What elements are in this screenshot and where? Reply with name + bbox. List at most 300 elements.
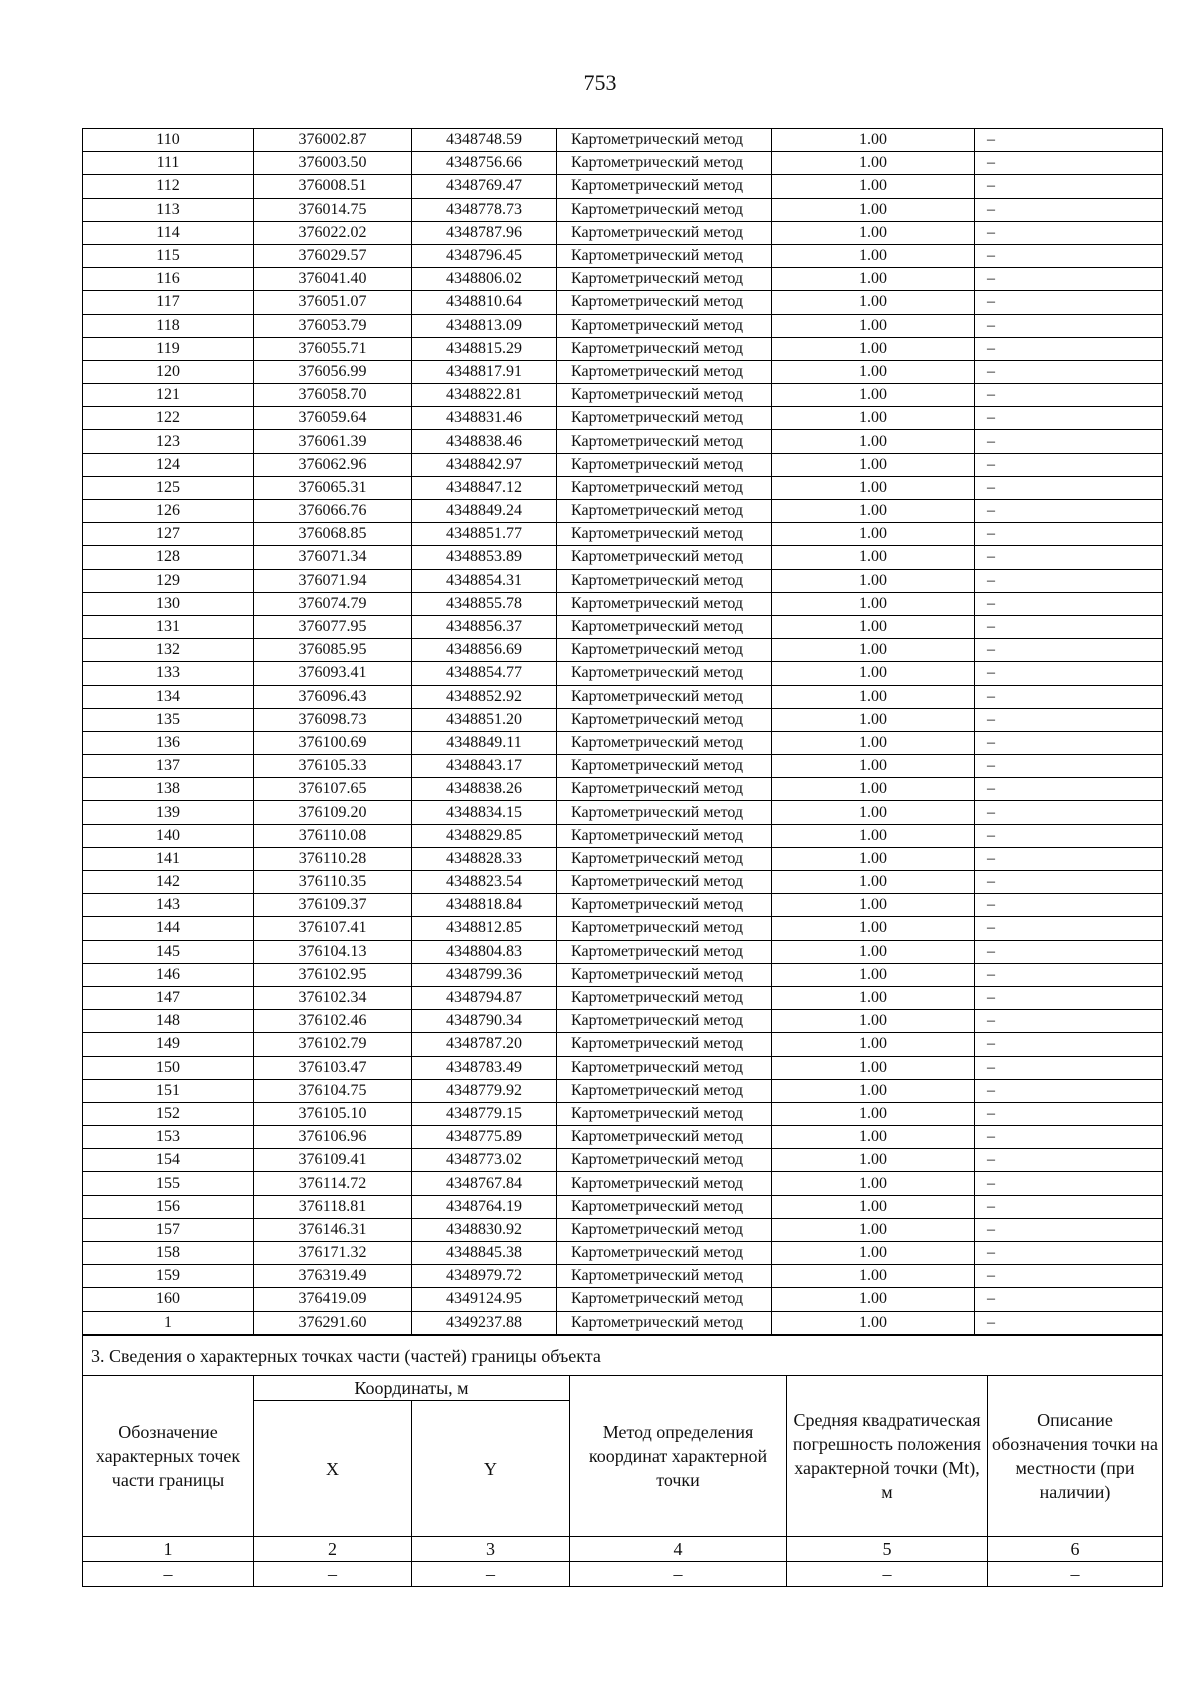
page-number: 753 [583,70,617,95]
error-cell: 1.00 [772,221,975,244]
table-row [83,1172,1163,1195]
table-row [83,1102,1163,1125]
error-cell: 1.00 [772,546,975,569]
point-number-cell: 120 [83,360,254,383]
y-coordinate-cell: 4348778.73 [412,198,557,221]
error-cell: 1.00 [772,1102,975,1125]
table-row [83,1218,1163,1241]
header-y: Y [412,1401,570,1537]
description-cell: – [975,615,1163,638]
description-cell: – [975,476,1163,499]
y-coordinate-cell: 4348779.92 [412,1079,557,1102]
column-number: 6 [988,1537,1163,1562]
description-cell: – [975,1033,1163,1056]
table-row [83,615,1163,638]
method-cell: Картометрический метод [557,1242,772,1265]
description-cell: – [975,894,1163,917]
y-coordinate-cell: 4348822.81 [412,384,557,407]
method-cell: Картометрический метод [557,546,772,569]
error-cell: 1.00 [772,894,975,917]
method-cell: Картометрический метод [557,476,772,499]
y-coordinate-cell: 4348823.54 [412,871,557,894]
y-coordinate-cell: 4348764.19 [412,1195,557,1218]
table-row [83,824,1163,847]
x-coordinate-cell: 376096.43 [254,685,412,708]
x-coordinate-cell: 376102.46 [254,1010,412,1033]
description-cell: – [975,662,1163,685]
y-coordinate-cell: 4348804.83 [412,940,557,963]
table-row [83,894,1163,917]
x-coordinate-cell: 376061.39 [254,430,412,453]
point-number-cell: 112 [83,175,254,198]
y-coordinate-cell: 4348817.91 [412,360,557,383]
y-coordinate-cell: 4348851.77 [412,523,557,546]
point-number-cell: 134 [83,685,254,708]
x-coordinate-cell: 376071.34 [254,546,412,569]
error-cell: 1.00 [772,1265,975,1288]
description-cell: – [975,569,1163,592]
y-coordinate-cell: 4348979.72 [412,1265,557,1288]
table-row [83,453,1163,476]
table-row [83,1265,1163,1288]
description-cell: – [975,801,1163,824]
description-cell: – [975,708,1163,731]
description-cell: – [975,291,1163,314]
x-coordinate-cell: 376029.57 [254,244,412,267]
x-coordinate-cell: 376053.79 [254,314,412,337]
x-coordinate-cell: 376098.73 [254,708,412,731]
error-cell: 1.00 [772,615,975,638]
description-cell: – [975,1242,1163,1265]
header-error: Средняя квадратическая погрешность положения характерной точки (Mt), м [787,1376,988,1537]
header-x: X [254,1401,412,1537]
y-coordinate-cell: 4348856.69 [412,639,557,662]
table-row [83,708,1163,731]
method-cell: Картометрический метод [557,430,772,453]
table-row [83,1126,1163,1149]
error-cell: 1.00 [772,569,975,592]
error-cell: 1.00 [772,407,975,430]
description-cell: – [975,778,1163,801]
description-cell: – [975,337,1163,360]
point-number-cell: 145 [83,940,254,963]
method-cell: Картометрический метод [557,708,772,731]
error-cell: 1.00 [772,1056,975,1079]
method-cell: Картометрический метод [557,963,772,986]
empty-cell: – [254,1562,412,1587]
point-number-cell: 153 [83,1126,254,1149]
x-coordinate-cell: 376051.07 [254,291,412,314]
method-cell: Картометрический метод [557,268,772,291]
y-coordinate-cell: 4348813.09 [412,314,557,337]
y-coordinate-cell: 4348829.85 [412,824,557,847]
description-cell: – [975,592,1163,615]
description-cell: – [975,384,1163,407]
method-cell: Картометрический метод [557,824,772,847]
description-cell: – [975,314,1163,337]
y-coordinate-cell: 4348854.31 [412,569,557,592]
x-coordinate-cell: 376008.51 [254,175,412,198]
point-number-cell: 123 [83,430,254,453]
column-number: 4 [570,1537,787,1562]
description-cell: – [975,1079,1163,1102]
table-row [83,1242,1163,1265]
table-row [83,847,1163,870]
table-row [83,1056,1163,1079]
error-cell: 1.00 [772,1172,975,1195]
method-cell: Картометрический метод [557,1102,772,1125]
error-cell: 1.00 [772,152,975,175]
column-number: 1 [83,1537,254,1562]
table-row [83,1079,1163,1102]
method-cell: Картометрический метод [557,1218,772,1241]
x-coordinate-cell: 376114.72 [254,1172,412,1195]
y-coordinate-cell: 4348794.87 [412,986,557,1009]
y-coordinate-cell: 4348796.45 [412,244,557,267]
x-coordinate-cell: 376065.31 [254,476,412,499]
error-cell: 1.00 [772,360,975,383]
x-coordinate-cell: 376041.40 [254,268,412,291]
table-row [83,291,1163,314]
error-cell: 1.00 [772,639,975,662]
header-method: Метод определения координат характерной точки [570,1376,787,1537]
table-row [83,986,1163,1009]
method-cell: Картометрический метод [557,894,772,917]
point-number-cell: 154 [83,1149,254,1172]
method-cell: Картометрический метод [557,755,772,778]
point-number-cell: 113 [83,198,254,221]
x-coordinate-cell: 376171.32 [254,1242,412,1265]
y-coordinate-cell: 4348852.92 [412,685,557,708]
y-coordinate-cell: 4348790.34 [412,1010,557,1033]
method-cell: Картометрический метод [557,986,772,1009]
point-number-cell: 118 [83,314,254,337]
description-cell: – [975,1218,1163,1241]
table-row [83,1010,1163,1033]
method-cell: Картометрический метод [557,569,772,592]
description-cell: – [975,1288,1163,1311]
point-number-cell: 130 [83,592,254,615]
method-cell: Картометрический метод [557,1195,772,1218]
method-cell: Картометрический метод [557,940,772,963]
description-cell: – [975,1102,1163,1125]
point-number-cell: 140 [83,824,254,847]
y-coordinate-cell: 4348783.49 [412,1056,557,1079]
error-cell: 1.00 [772,1126,975,1149]
table-row [83,1311,1163,1334]
point-number-cell: 141 [83,847,254,870]
point-number-cell: 150 [83,1056,254,1079]
method-cell: Картометрический метод [557,1149,772,1172]
description-cell: – [975,639,1163,662]
error-cell: 1.00 [772,801,975,824]
description-cell: – [975,546,1163,569]
y-coordinate-cell: 4348799.36 [412,963,557,986]
x-coordinate-cell: 376074.79 [254,592,412,615]
empty-cell: – [570,1562,787,1587]
column-number: 3 [412,1537,570,1562]
point-number-cell: 159 [83,1265,254,1288]
point-number-cell: 158 [83,1242,254,1265]
table-row [83,268,1163,291]
method-cell: Картометрический метод [557,175,772,198]
method-cell: Картометрический метод [557,407,772,430]
y-coordinate-cell: 4348828.33 [412,847,557,870]
x-coordinate-cell: 376022.02 [254,221,412,244]
x-coordinate-cell: 376056.99 [254,360,412,383]
error-cell: 1.00 [772,708,975,731]
point-number-cell: 147 [83,986,254,1009]
point-number-cell: 133 [83,662,254,685]
point-number-cell: 148 [83,1010,254,1033]
error-cell: 1.00 [772,986,975,1009]
method-cell: Картометрический метод [557,1265,772,1288]
point-number-cell: 131 [83,615,254,638]
error-cell: 1.00 [772,1195,975,1218]
section3-table [82,1335,1163,1587]
method-cell: Картометрический метод [557,778,772,801]
error-cell: 1.00 [772,1218,975,1241]
table-row [83,1195,1163,1218]
y-coordinate-cell: 4348855.78 [412,592,557,615]
method-cell: Картометрический метод [557,847,772,870]
y-coordinate-cell: 4348849.11 [412,731,557,754]
error-cell: 1.00 [772,268,975,291]
y-coordinate-cell: 4348812.85 [412,917,557,940]
x-coordinate-cell: 376104.75 [254,1079,412,1102]
error-cell: 1.00 [772,1288,975,1311]
y-coordinate-cell: 4348845.38 [412,1242,557,1265]
point-number-cell: 129 [83,569,254,592]
table-row [83,731,1163,754]
error-cell: 1.00 [772,1033,975,1056]
x-coordinate-cell: 376105.10 [254,1102,412,1125]
method-cell: Картометрический метод [557,129,772,152]
method-cell: Картометрический метод [557,291,772,314]
point-number-cell: 124 [83,453,254,476]
y-coordinate-cell: 4348856.37 [412,615,557,638]
error-cell: 1.00 [772,384,975,407]
x-coordinate-cell: 376102.95 [254,963,412,986]
empty-cell: – [988,1562,1163,1587]
table-row [83,755,1163,778]
error-cell: 1.00 [772,1242,975,1265]
y-coordinate-cell: 4348756.66 [412,152,557,175]
method-cell: Картометрический метод [557,1126,772,1149]
table-row [83,801,1163,824]
table-row [83,685,1163,708]
table-row [83,476,1163,499]
y-coordinate-cell: 4348847.12 [412,476,557,499]
error-cell: 1.00 [772,778,975,801]
table-row [83,430,1163,453]
x-coordinate-cell: 376100.69 [254,731,412,754]
error-cell: 1.00 [772,917,975,940]
x-coordinate-cell: 376110.08 [254,824,412,847]
method-cell: Картометрический метод [557,731,772,754]
table-row [83,523,1163,546]
x-coordinate-cell: 376066.76 [254,500,412,523]
point-number-cell: 125 [83,476,254,499]
x-coordinate-cell: 376071.94 [254,569,412,592]
table-row [83,940,1163,963]
table-row [83,1033,1163,1056]
y-coordinate-cell: 4348818.84 [412,894,557,917]
x-coordinate-cell: 376109.20 [254,801,412,824]
y-coordinate-cell: 4348748.59 [412,129,557,152]
point-number-cell: 111 [83,152,254,175]
error-cell: 1.00 [772,592,975,615]
y-coordinate-cell: 4348849.24 [412,500,557,523]
y-coordinate-cell: 4348767.84 [412,1172,557,1195]
x-coordinate-cell: 376109.41 [254,1149,412,1172]
x-coordinate-cell: 376103.47 [254,1056,412,1079]
error-cell: 1.00 [772,500,975,523]
table-row [83,917,1163,940]
point-number-cell: 115 [83,244,254,267]
method-cell: Картометрический метод [557,360,772,383]
error-cell: 1.00 [772,963,975,986]
description-cell: – [975,244,1163,267]
point-number-cell: 152 [83,1102,254,1125]
description-cell: – [975,221,1163,244]
x-coordinate-cell: 376146.31 [254,1218,412,1241]
y-coordinate-cell: 4348806.02 [412,268,557,291]
method-cell: Картометрический метод [557,615,772,638]
point-number-cell: 117 [83,291,254,314]
column-number: 5 [787,1537,988,1562]
empty-cell: – [83,1562,254,1587]
description-cell: – [975,500,1163,523]
method-cell: Картометрический метод [557,314,772,337]
point-number-cell: 1 [83,1311,254,1334]
error-cell: 1.00 [772,662,975,685]
y-coordinate-cell: 4348834.15 [412,801,557,824]
point-number-cell: 121 [83,384,254,407]
table-row [83,546,1163,569]
point-number-cell: 122 [83,407,254,430]
method-cell: Картометрический метод [557,1033,772,1056]
method-cell: Картометрический метод [557,337,772,360]
error-cell: 1.00 [772,731,975,754]
x-coordinate-cell: 376003.50 [254,152,412,175]
x-coordinate-cell: 376110.35 [254,871,412,894]
error-cell: 1.00 [772,244,975,267]
point-number-cell: 116 [83,268,254,291]
table-row [83,244,1163,267]
description-cell: – [975,1311,1163,1334]
y-coordinate-cell: 4348815.29 [412,337,557,360]
method-cell: Картометрический метод [557,198,772,221]
error-cell: 1.00 [772,175,975,198]
x-coordinate-cell: 376118.81 [254,1195,412,1218]
point-number-cell: 119 [83,337,254,360]
description-cell: – [975,1195,1163,1218]
description-cell: – [975,360,1163,383]
point-number-cell: 126 [83,500,254,523]
x-coordinate-cell: 376077.95 [254,615,412,638]
method-cell: Картометрический метод [557,662,772,685]
point-number-cell: 127 [83,523,254,546]
error-cell: 1.00 [772,1149,975,1172]
y-coordinate-cell: 4348779.15 [412,1102,557,1125]
y-coordinate-cell: 4348831.46 [412,407,557,430]
y-coordinate-cell: 4349237.88 [412,1311,557,1334]
table-row [83,314,1163,337]
description-cell: – [975,1149,1163,1172]
point-number-cell: 155 [83,1172,254,1195]
method-cell: Картометрический метод [557,1056,772,1079]
method-cell: Картометрический метод [557,152,772,175]
error-cell: 1.00 [772,755,975,778]
x-coordinate-cell: 376105.33 [254,755,412,778]
point-number-cell: 156 [83,1195,254,1218]
x-coordinate-cell: 376058.70 [254,384,412,407]
description-cell: – [975,847,1163,870]
description-cell: – [975,963,1163,986]
description-cell: – [975,917,1163,940]
y-coordinate-cell: 4348853.89 [412,546,557,569]
method-cell: Картометрический метод [557,1079,772,1102]
method-cell: Картометрический метод [557,1311,772,1334]
table-row [83,963,1163,986]
method-cell: Картометрический метод [557,685,772,708]
x-coordinate-cell: 376104.13 [254,940,412,963]
error-cell: 1.00 [772,291,975,314]
method-cell: Картометрический метод [557,244,772,267]
table-row [83,129,1163,152]
description-cell: – [975,453,1163,476]
table-row [83,1149,1163,1172]
description-cell: – [975,824,1163,847]
column-number: 2 [254,1537,412,1562]
description-cell: – [975,1126,1163,1149]
x-coordinate-cell: 376014.75 [254,198,412,221]
error-cell: 1.00 [772,871,975,894]
error-cell: 1.00 [772,198,975,221]
y-coordinate-cell: 4348769.47 [412,175,557,198]
table-row [83,778,1163,801]
method-cell: Картометрический метод [557,1172,772,1195]
point-number-cell: 136 [83,731,254,754]
description-cell: – [975,1265,1163,1288]
header-designation: Обозначение характерных точек части границы [83,1376,254,1537]
description-cell: – [975,175,1163,198]
point-number-cell: 149 [83,1033,254,1056]
table-row [83,221,1163,244]
description-cell: – [975,871,1163,894]
point-number-cell: 114 [83,221,254,244]
method-cell: Картометрический метод [557,871,772,894]
table-row [83,871,1163,894]
point-number-cell: 137 [83,755,254,778]
point-number-cell: 110 [83,129,254,152]
y-coordinate-cell: 4348854.77 [412,662,557,685]
error-cell: 1.00 [772,1010,975,1033]
error-cell: 1.00 [772,129,975,152]
method-cell: Картометрический метод [557,500,772,523]
table-row [83,360,1163,383]
point-number-cell: 144 [83,917,254,940]
point-number-cell: 132 [83,639,254,662]
table-row [83,198,1163,221]
header-description: Описание обозначения точки на местности (при наличии) [988,1376,1163,1537]
description-cell: – [975,430,1163,453]
description-cell: – [975,685,1163,708]
error-cell: 1.00 [772,453,975,476]
empty-cell: – [412,1562,570,1587]
description-cell: – [975,940,1163,963]
